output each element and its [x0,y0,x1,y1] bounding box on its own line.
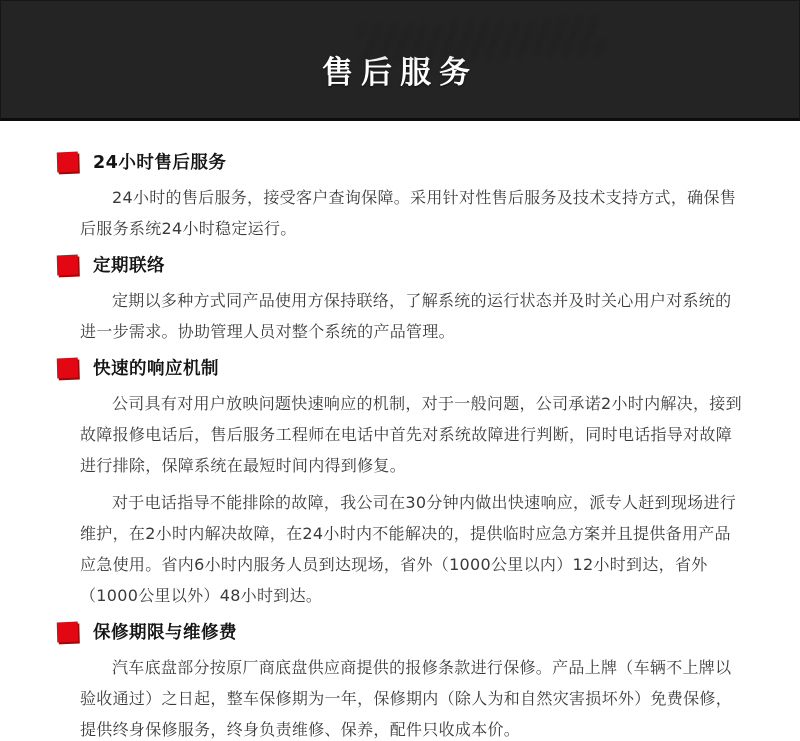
red-square-bullet [57,151,79,172]
section-heading: 24小时售后服务 [93,153,227,173]
page-header [0,0,800,121]
section-header-row [57,619,745,644]
section-paragraph: 对于电话指导不能排除的故障，我公司在30分钟内做出快速响应，派专人赶到现场进行维护，在2小时内解决故障，在24小时内不能解决的，提供临时应急方案并且提供备用产品应急使用。省内6小时内服务人员到达现场，省外（1000公里以内）12小时到达，省外（1000公里以外）48小时到达。 [80,493,737,605]
section-header-row [57,149,745,174]
section-paragraph: 汽车底盘部分按原厂商底盘供应商提供的报修条款进行保修。产品上牌（车辆不上牌以验收通过）之日起，整车保修期为一年，保修期内（除人为和自然灾害损坏外）免费保修，提供终身保修服务，终身负责维修、保养，配件只收成本价。 [80,658,733,739]
section-paragraph: 24小时的售后服务，接受客户查询保障。采用针对性售后服务及技术支持方式，确保售后服务系统24小时稳定运行。 [80,188,737,238]
section-heading: 快速的响应机制 [93,359,219,379]
red-square-bullet [57,621,79,642]
section-heading: 保修期限与维修费 [93,623,237,643]
red-square-bullet [57,357,79,378]
service-section [57,619,745,741]
content [0,121,800,741]
section-heading: 定期联络 [93,256,165,276]
service-section [57,355,745,611]
red-square-bullet [57,254,79,275]
service-section [57,252,745,347]
section-paragraph: 定期以多种方式同产品使用方保持联络，了解系统的运行状态并及时关心用户对系统的进一步需求。协助管理人员对整个系统的产品管理。 [80,291,732,341]
section-paragraph: 公司具有对用户放映问题快速响应的机制，对于一般问题，公司承诺2小时内解决，接到故障报修电话后，售后服务工程师在电话中首先对系统故障进行判断，同时电话指导对故障进行排除，保障系统在最短时间内得到修复。 [80,394,742,475]
section-header-row [57,252,745,277]
section-header-row [57,355,745,380]
service-section [57,149,745,244]
page-title: 售后服务 [322,55,478,91]
